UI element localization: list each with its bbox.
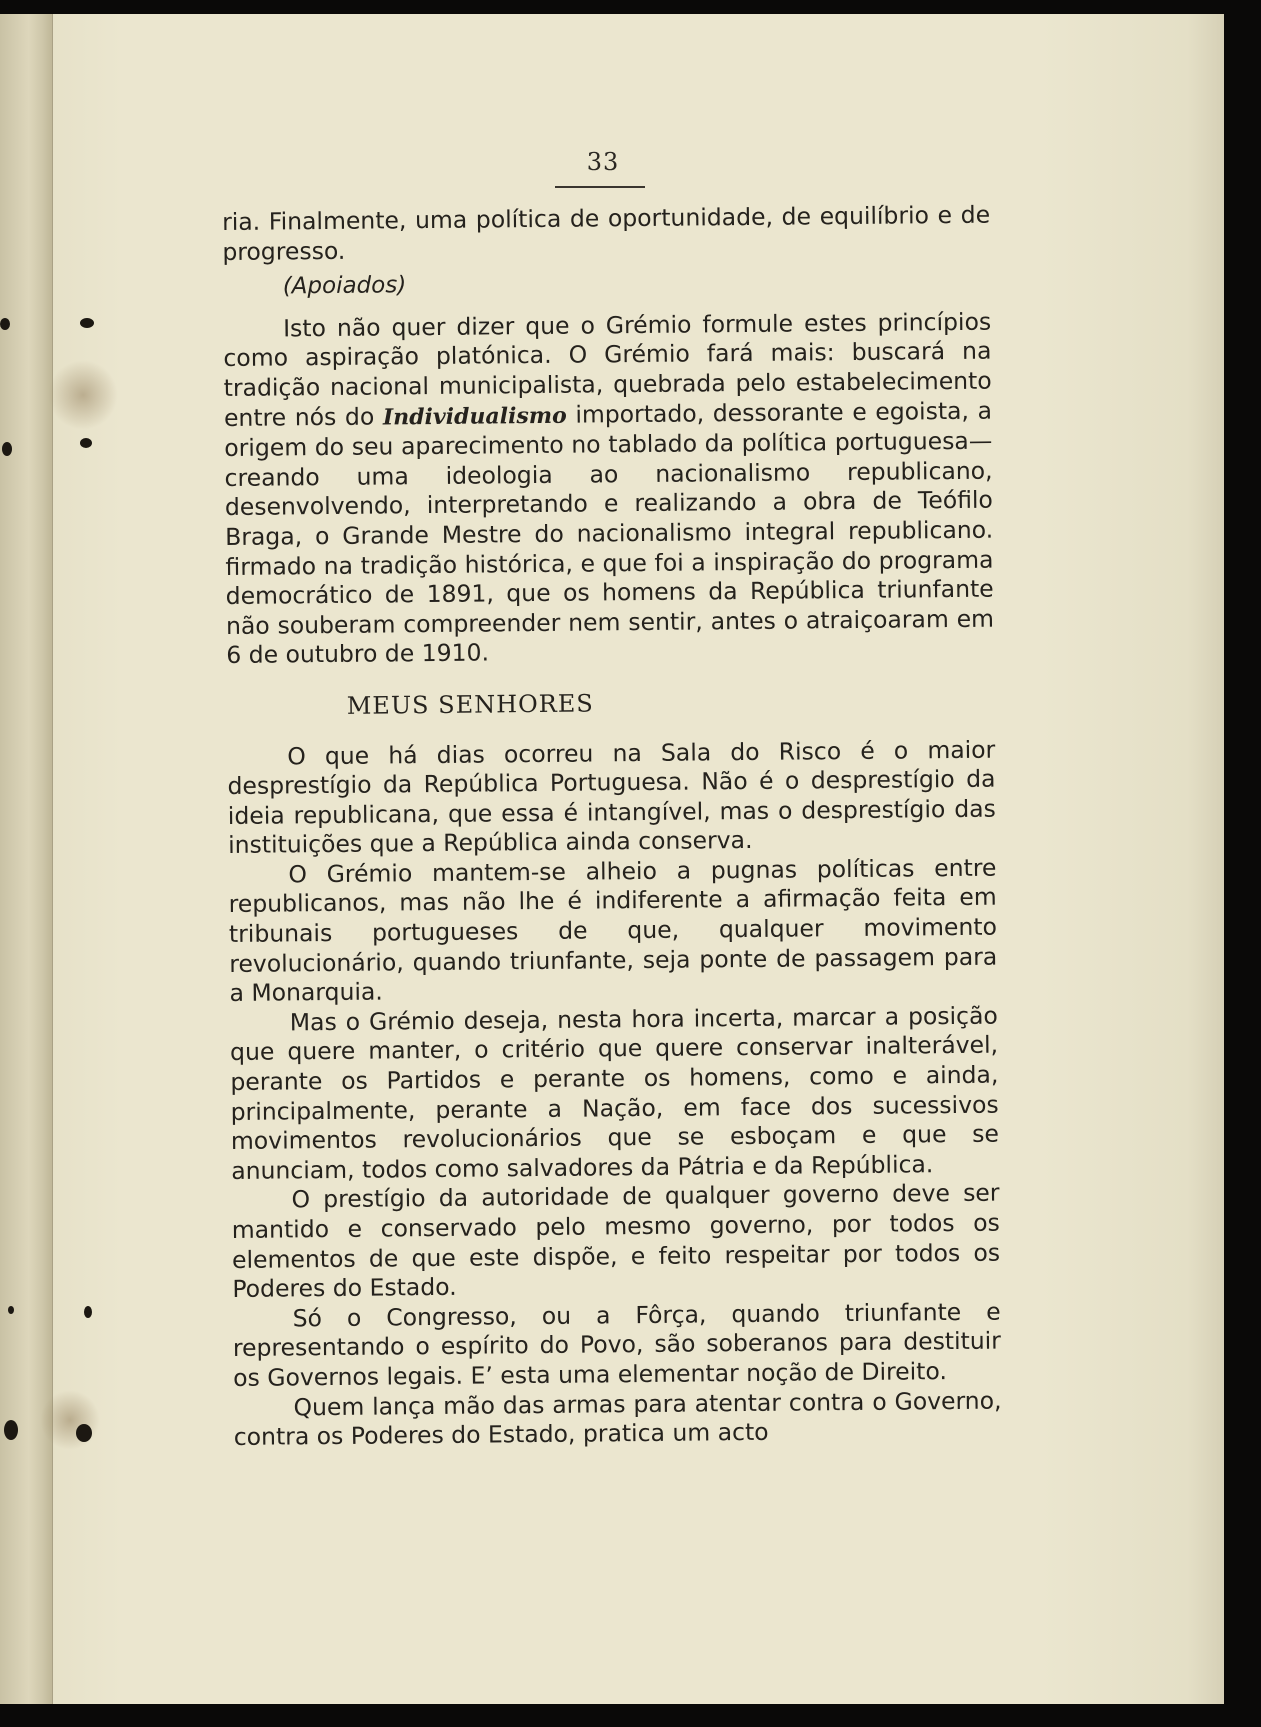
stitch-hole	[8, 1306, 14, 1314]
page-number: 33	[586, 148, 620, 176]
stitch-hole	[0, 318, 10, 330]
individualismo-emphasis: Individualismo	[382, 402, 567, 431]
stitch-hole	[4, 1420, 18, 1440]
paragraph-2-end: importado, dessorante e egoista, a origem do seu aparecimento no tablado da política portuguesa—creando uma ideologia ao nacionalismo republicano, desenvolvendo, interpretando e realizando a obra de Teófilo Braga, o Grande Mestre do nacionalismo integral republicano. firmado na tradição histórica, e que foi a inspiração do programa democrático de 1891, que os homens da República triunfante não souberam compreender nem sentir, antes o atraiçoaram em 6 de outubro de 1910.	[224, 396, 995, 670]
paragraph-5: Mas o Grémio deseja, nesta hora incerta, marcar a posição que quere manter, o critério que quere conservar inalterável, perante os Partidos e perante os homens, como e ainda, principalmente, perante a Nação, em face dos sucessivos movimentos revolucionários que se esboçam e que se anunciam, todos como salvadores da Pátria e da República.	[229, 1001, 1000, 1185]
paragraph-1: ria. Finalmente, uma política de oportunidade, de equilíbrio e de progresso.	[222, 200, 991, 266]
section-heading: MEUS SENHORES	[346, 689, 594, 720]
paragraph-8: Quem lança mão das armas para atentar contra o Governo, contra os Poderes do Estado, pratica um acto	[233, 1386, 1002, 1452]
paper-stain	[48, 360, 118, 430]
paragraph-3: O que há dias ocorreu na Sala do Risco é o maior desprestígio da República Portuguesa. Não é o desprestígio da ideia republicana, que essa é intangível, mas o desprestígio das instituições que a República ainda conserva.	[227, 735, 996, 860]
paragraph-6: O prestígio da autoridade de qualquer governo deve ser mantido e conservado pelo mesmo governo, por todos os elementos de que este dispõe, e feito respeitar por todos os Poderes do Estado.	[231, 1178, 1001, 1304]
paragraph-7: Só o Congresso, ou a Fôrça, quando triunfante e representando o espírito do Povo, são soberanos para destituir os Governos legais. E’ esta uma elementar noção de Direito.	[232, 1297, 1002, 1392]
body-text	[222, 201, 1002, 1453]
page-number-rule	[555, 186, 645, 188]
stitch-hole	[84, 1306, 92, 1318]
stitch-hole	[80, 438, 92, 448]
stitch-hole	[76, 1424, 92, 1442]
stitch-hole	[80, 318, 94, 328]
paper-stain	[40, 1390, 100, 1450]
paragraph-2	[223, 307, 994, 670]
binding-edge	[0, 14, 53, 1704]
paragraph-4: O Grémio mantem-se alheio a pugnas políticas entre republicanos, mas não lhe é indiferente a afirmação feita em tribunais portugueses de que, qualquer movimento revolucionário, quando triunfante, seja ponte de passagem para a Monarquia.	[228, 853, 998, 1008]
paragraph-2-start: Isto não quer dizer que o Grémio formule estes princípios como aspiração platónica. O Grémio fará mais: buscará na tradição nacional municipalista, quebrada pelo estabelecimento entre nós do	[223, 307, 992, 432]
apoiados-note: (Apoiados)	[282, 272, 407, 300]
stitch-hole	[2, 442, 12, 456]
